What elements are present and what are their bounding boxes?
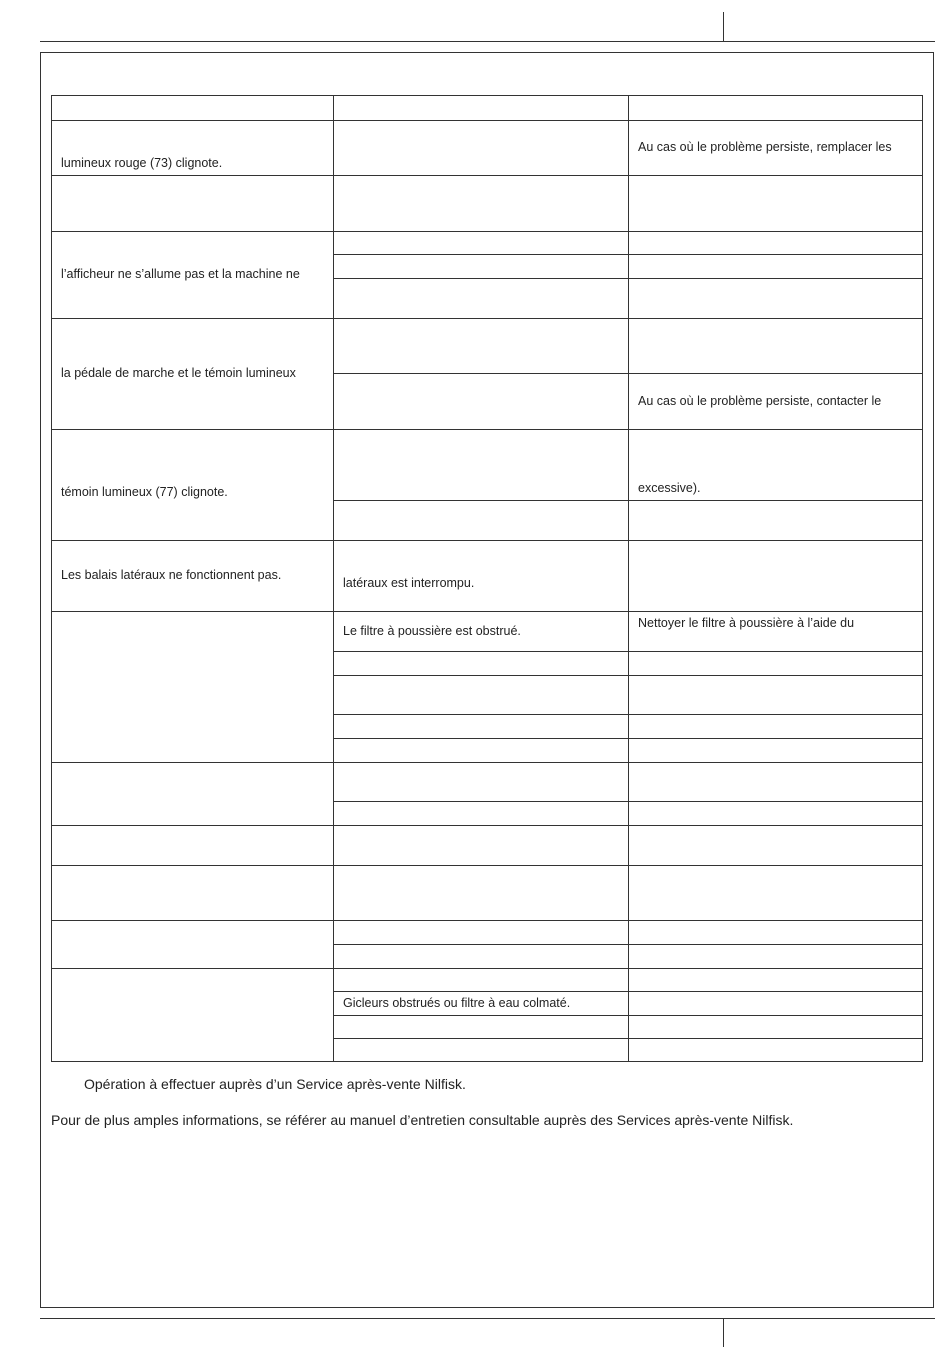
row-divider xyxy=(52,231,922,232)
column-divider xyxy=(628,96,629,1061)
row-divider xyxy=(52,175,922,176)
footer-divider xyxy=(723,1319,724,1347)
row-divider xyxy=(52,865,922,866)
header-rule xyxy=(40,41,935,42)
subrow-divider xyxy=(334,714,922,715)
table-cell-problem: l’afficheur ne s’allume pas et la machine ne xyxy=(61,267,300,281)
row-divider xyxy=(52,762,922,763)
row-divider xyxy=(52,968,922,969)
subrow-divider xyxy=(334,500,922,501)
operation-note: Opération à effectuer auprès d’un Service après-vente Nilfisk. xyxy=(84,1076,466,1092)
row-divider xyxy=(52,318,922,319)
row-divider xyxy=(52,920,922,921)
table-cell-problem: lumineux rouge (73) clignote. xyxy=(61,156,223,170)
footer-rule xyxy=(40,1318,935,1319)
row-divider xyxy=(52,120,922,121)
table-cell-problem: Les balais latéraux ne fonctionnent pas. xyxy=(61,568,282,582)
table-cell-cause: latéraux est interrompu. xyxy=(343,576,475,590)
table-cell-solution: Au cas où le problème persiste, remplacer les xyxy=(638,140,892,154)
table-cell-cause: Le filtre à poussière est obstrué. xyxy=(343,624,521,638)
subrow-divider xyxy=(334,801,922,802)
subrow-divider xyxy=(334,944,922,945)
row-divider xyxy=(52,429,922,430)
table-cell-solution: Au cas où le problème persiste, contacter le xyxy=(638,394,882,408)
subrow-divider xyxy=(334,1015,922,1016)
column-divider xyxy=(333,96,334,1061)
info-note: Pour de plus amples informations, se référer au manuel d’entretien consultable auprès des Services après-vente Nilfisk. xyxy=(51,1112,794,1128)
subrow-divider xyxy=(334,278,922,279)
subrow-divider xyxy=(334,1038,922,1039)
row-divider xyxy=(52,825,922,826)
row-divider xyxy=(52,611,922,612)
subrow-divider xyxy=(334,991,922,992)
table-cell-problem: la pédale de marche et le témoin lumineux xyxy=(61,366,296,380)
subrow-divider xyxy=(334,675,922,676)
table-cell-solution: excessive). xyxy=(638,481,701,495)
table-cell-problem: témoin lumineux (77) clignote. xyxy=(61,485,228,499)
subrow-divider xyxy=(334,738,922,739)
header-divider xyxy=(723,12,724,41)
troubleshooting-table xyxy=(51,95,923,1062)
subrow-divider xyxy=(334,651,922,652)
subrow-divider xyxy=(334,373,922,374)
table-cell-solution: Nettoyer le filtre à poussière à l’aide du xyxy=(638,616,855,630)
subrow-divider xyxy=(334,254,922,255)
row-divider xyxy=(52,540,922,541)
table-cell-cause: Gicleurs obstrués ou filtre à eau colmaté. xyxy=(343,996,571,1010)
